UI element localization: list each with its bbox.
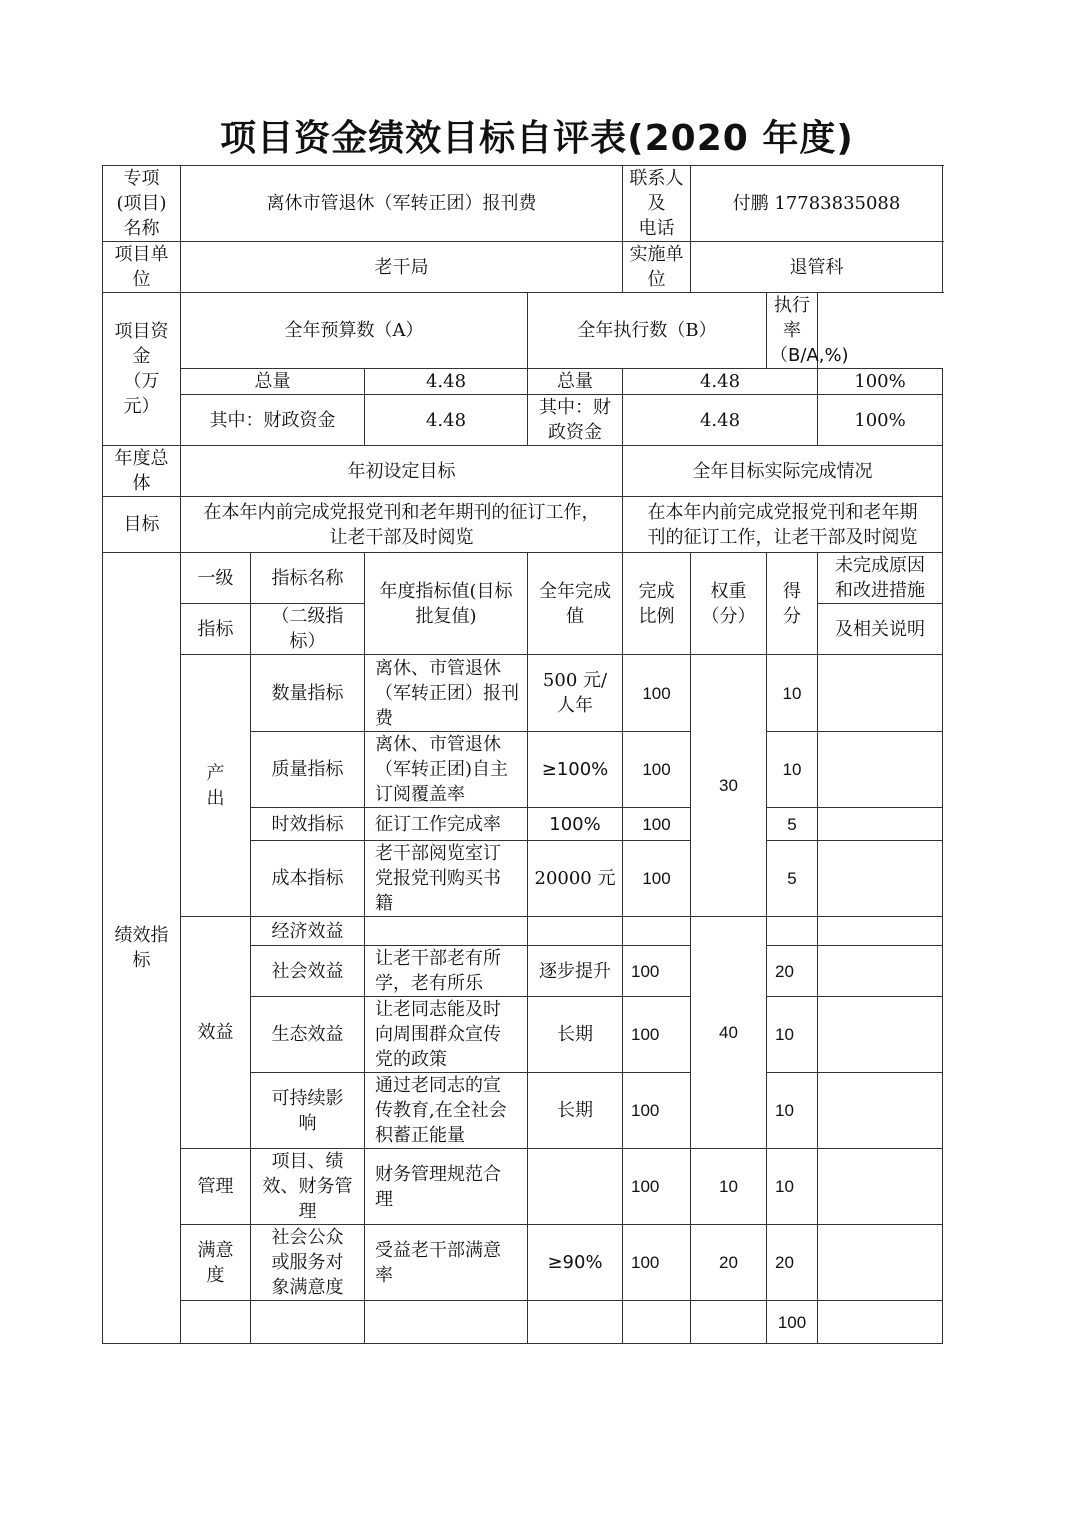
table-row-ratio: 100 (623, 1073, 691, 1149)
table-row-target (365, 917, 528, 946)
executed-label: 全年执行数（B） (528, 293, 767, 369)
table-row-actual: 长期 (528, 997, 623, 1073)
table-row-reason (818, 997, 943, 1073)
table-row-name: 可持续影 响 (251, 1073, 365, 1149)
total-label: 总量 (181, 369, 365, 395)
table-row-name: 时效指标 (251, 808, 365, 841)
perf-label: 绩效指 标 (103, 553, 181, 1344)
table-row-score (767, 917, 818, 946)
table-row-name: 项目、绩 效、财务管 理 (251, 1149, 365, 1225)
table-row-actual: ≥90% (528, 1225, 623, 1301)
target-header: 年度指标值(目标 批复值) (365, 553, 528, 655)
goal-set-label: 年初设定目标 (181, 446, 623, 497)
table-row-ratio: 100 (623, 655, 691, 732)
impl-unit: 退管科 (691, 242, 943, 293)
total-row-cell (691, 1301, 767, 1344)
table-row-ratio: 100 (623, 732, 691, 808)
table-row-score: 5 (767, 841, 818, 917)
performance-table (102, 165, 943, 1344)
total-row-cell (528, 1301, 623, 1344)
table-row-target: 让老同志能及时 向周围群众宣传 党的政策 (365, 997, 528, 1073)
name-header-a: 指标名称 (251, 553, 365, 604)
actual-header: 全年完成 值 (528, 553, 623, 655)
reason-header-a: 未完成原因 和改进措施 (818, 553, 943, 604)
table-row-ratio: 100 (623, 946, 691, 997)
goal-actual-label: 全年目标实际完成情况 (623, 446, 943, 497)
table-row-score: 10 (767, 1073, 818, 1149)
unit: 老干局 (181, 242, 623, 293)
total-label-b: 总量 (528, 369, 623, 395)
table-row-actual (528, 1149, 623, 1225)
table-row-target: 离休、市管退休 （军转正团)自主 订阅覆盖率 (365, 732, 528, 808)
total-budget: 4.48 (365, 369, 528, 395)
total-row-cell (181, 1301, 251, 1344)
table-row-score: 20 (767, 946, 818, 997)
table-row-actual: 长期 (528, 1073, 623, 1149)
table-row-reason (818, 732, 943, 808)
table-row-weight: 10 (691, 1149, 767, 1225)
table-row-name: 社会公众 或服务对 象满意度 (251, 1225, 365, 1301)
table-row-target: 让老干部老有所 学，老有所乐 (365, 946, 528, 997)
table-row-target: 老干部阅览室订 党报党刊购买书 籍 (365, 841, 528, 917)
fiscal-rate: 100% (818, 395, 943, 446)
table-row-name: 经济效益 (251, 917, 365, 946)
table-row-actual: 100% (528, 808, 623, 841)
table-row-reason (818, 917, 943, 946)
table-row-actual: 500 元/ 人年 (528, 655, 623, 732)
table-row-name: 数量指标 (251, 655, 365, 732)
level1-header-a: 一级 (181, 553, 251, 604)
table-row-target: 财务管理规范合 理 (365, 1149, 528, 1225)
weight-header: 权重 （分） (691, 553, 767, 655)
table-row-reason (818, 841, 943, 917)
table-row-name: 成本指标 (251, 841, 365, 917)
level1-header-b: 指标 (181, 604, 251, 655)
funds-label: 项目资 金 （万 元） (103, 293, 181, 446)
table-row-name: 生态效益 (251, 997, 365, 1073)
satisfaction-label: 满意 度 (181, 1225, 251, 1301)
score-header: 得 分 (767, 553, 818, 655)
table-row-reason (818, 655, 943, 732)
benefit-weight: 40 (691, 917, 767, 1149)
fiscal-executed: 4.48 (623, 395, 818, 446)
table-row-score: 10 (767, 655, 818, 732)
benefit-label: 效益 (181, 917, 251, 1149)
fiscal-budget: 4.48 (365, 395, 528, 446)
table-row-ratio (623, 917, 691, 946)
table-row-weight: 20 (691, 1225, 767, 1301)
total-row-cell (623, 1301, 691, 1344)
goal-label: 目标 (103, 497, 181, 553)
total-row-cell (251, 1301, 365, 1344)
page-title: 项目资金绩效目标自评表(2020 年度) (220, 118, 854, 159)
reason-header-b: 及相关说明 (818, 604, 943, 655)
project-name-label: 专项 (项目) 名称 (103, 166, 181, 242)
table-row-ratio: 100 (623, 1149, 691, 1225)
table-row-target: 通过老同志的宣 传教育,在全社会 积蓄正能量 (365, 1073, 528, 1149)
total-executed: 4.48 (623, 369, 818, 395)
table-row-reason (818, 946, 943, 997)
table-row-score: 5 (767, 808, 818, 841)
table-row-reason (818, 1073, 943, 1149)
fiscal-label-b: 其中：财 政资金 (528, 395, 623, 446)
table-row-score: 10 (767, 732, 818, 808)
table-row-actual: ≥100% (528, 732, 623, 808)
table-row-target: 征订工作完成率 (365, 808, 528, 841)
table-row-ratio: 100 (623, 841, 691, 917)
unit-label: 项目单 位 (103, 242, 181, 293)
table-row-reason (818, 1149, 943, 1225)
table-row-actual: 逐步提升 (528, 946, 623, 997)
total-row-cell (818, 1301, 943, 1344)
ratio-header: 完成 比例 (623, 553, 691, 655)
table-row-actual (528, 917, 623, 946)
table-row-name: 社会效益 (251, 946, 365, 997)
table-row-actual: 20000 元 (528, 841, 623, 917)
table-row-reason (818, 1225, 943, 1301)
name-header-b: （二级指 标） (251, 604, 365, 655)
table-row-score: 20 (767, 1225, 818, 1301)
output-label: 产 出 (181, 655, 251, 917)
budget-label: 全年预算数（A） (181, 293, 528, 369)
project-name: 离休市管退休（军转正团）报刊费 (181, 166, 623, 242)
table-row-ratio: 100 (623, 1225, 691, 1301)
contact: 付鹏 17783835088 (691, 166, 943, 242)
goal-actual: 在本年内前完成党报党刊和老年期 刊的征订工作，让老干部及时阅览 (623, 497, 943, 553)
goal-set: 在本年内前完成党报党刊和老年期刊的征订工作， 让老干部及时阅览 (181, 497, 623, 553)
contact-label: 联系人及 电话 (623, 166, 691, 242)
overall-label: 年度总 体 (103, 446, 181, 497)
table-row-score: 10 (767, 1149, 818, 1225)
total-row-cell (365, 1301, 528, 1344)
output-weight: 30 (691, 655, 767, 917)
table-row-target: 受益老干部满意 率 (365, 1225, 528, 1301)
table-row-target: 离休、市管退休 （军转正团）报刊 费 (365, 655, 528, 732)
rate-label: 执行率 （B/A,%) (767, 293, 818, 369)
impl-unit-label: 实施单位 (623, 242, 691, 293)
table-row-name: 质量指标 (251, 732, 365, 808)
manage-label: 管理 (181, 1149, 251, 1225)
total-weight: 100 (767, 1301, 818, 1344)
table-row-score: 10 (767, 997, 818, 1073)
fiscal-label: 其中：财政资金 (181, 395, 365, 446)
table-row-ratio: 100 (623, 808, 691, 841)
table-row-ratio: 100 (623, 997, 691, 1073)
total-rate: 100% (818, 369, 943, 395)
table-row-reason (818, 808, 943, 841)
